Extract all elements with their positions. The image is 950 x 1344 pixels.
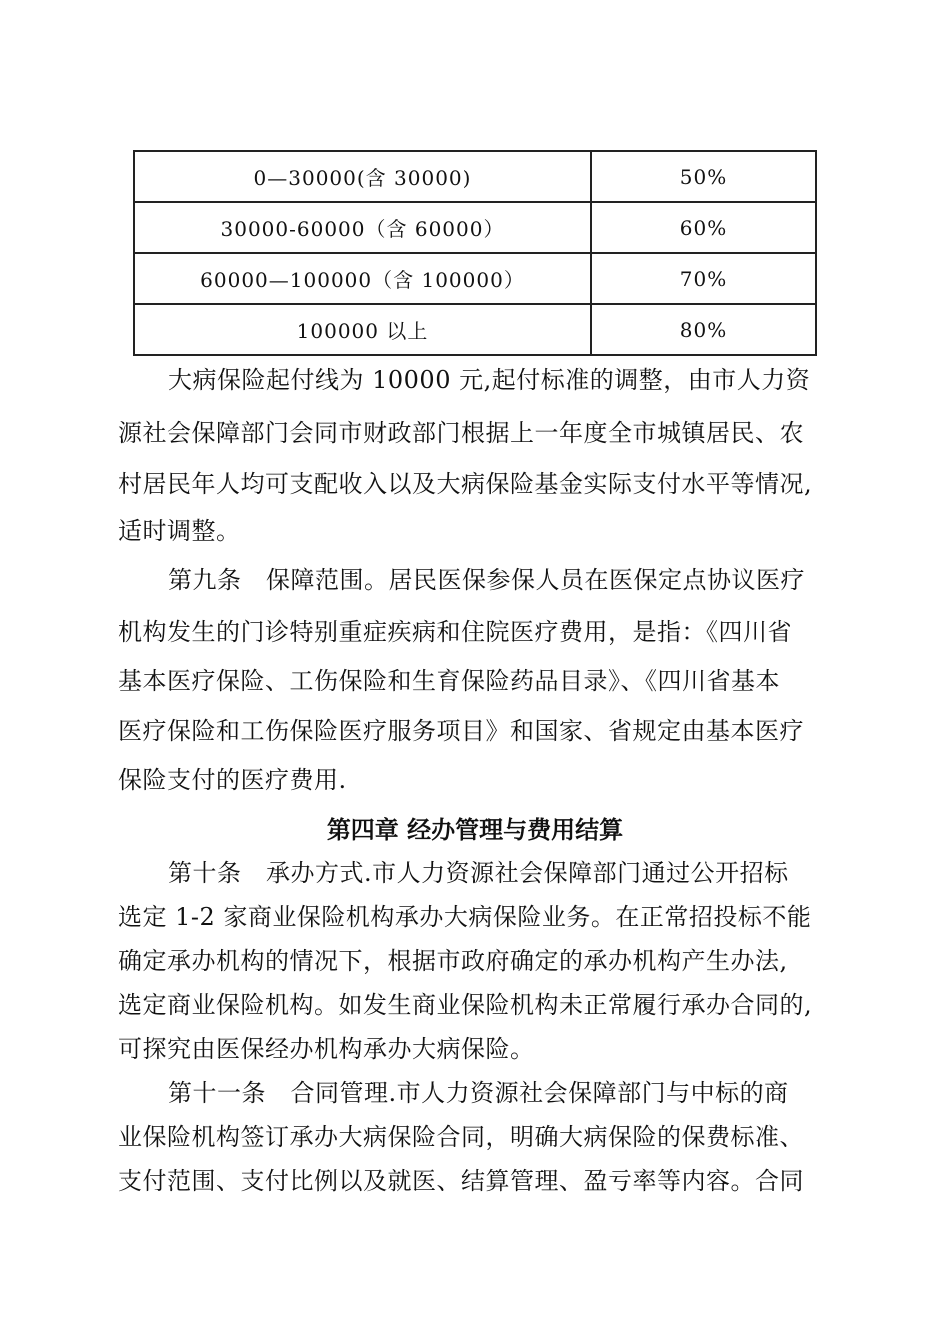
- table-cell-rate: 70%: [591, 253, 816, 304]
- table-row: [134, 202, 816, 253]
- paragraph-line: 业保险机构签订承办大病保险合同，明确大病保险的保费标准、: [118, 1123, 804, 1151]
- paragraph-line: 大病保险起付线为 10000 元,起付标准的调整，由市人力资: [168, 366, 811, 394]
- table-row: [134, 253, 816, 304]
- table-row: [134, 151, 816, 202]
- table-cell-rate: 50%: [591, 151, 816, 202]
- table-cell-range: 30000-60000（含 60000）: [134, 202, 591, 253]
- article-11-line: 第十一条 合同管理.市人力资源社会保障部门与中标的商: [168, 1079, 789, 1107]
- article-10-line: 第十条 承办方式.市人力资源社会保障部门通过公开招标: [168, 859, 789, 887]
- paragraph-line: 源社会保障部门会同市财政部门根据上一年度全市城镇居民、农: [118, 419, 804, 447]
- paragraph-line: 基本医疗保险、工伤保险和生育保险药品目录》、《四川省基本: [118, 667, 780, 695]
- paragraph-line: 选定 1-2 家商业保险机构承办大病保险业务。在正常招投标不能: [118, 903, 812, 931]
- reimbursement-rate-table: [133, 150, 817, 356]
- table-cell-range: 100000 以上: [134, 304, 591, 355]
- table-cell-rate: 80%: [591, 304, 816, 355]
- table-cell-rate: 60%: [591, 202, 816, 253]
- paragraph-line: 医疗保险和工伤保险医疗服务项目》和国家、省规定由基本医疗: [118, 717, 804, 745]
- paragraph-line: 保险支付的医疗费用.: [118, 766, 347, 794]
- paragraph-line: 可探究由医保经办机构承办大病保险。: [118, 1035, 535, 1063]
- paragraph-line: 确定承办机构的情况下，根据市政府确定的承办机构产生办法,: [118, 947, 788, 975]
- table-row: [134, 304, 816, 355]
- article-9-line: 第九条 保障范围。居民医保参保人员在医保定点协议医疗: [168, 566, 805, 594]
- table-cell-range: 60000—100000（含 100000）: [134, 253, 591, 304]
- paragraph-line: 村居民年人均可支配收入以及大病保险基金实际支付水平等情况,: [118, 470, 813, 498]
- paragraph-line: 支付范围、支付比例以及就医、结算管理、盈亏率等内容。合同: [118, 1167, 804, 1195]
- paragraph-line: 机构发生的门诊特别重症疾病和住院医疗费用，是指：《四川省: [118, 618, 792, 646]
- paragraph-line: 适时调整。: [118, 517, 241, 545]
- paragraph-line: 选定商业保险机构。如发生商业保险机构未正常履行承办合同的,: [118, 991, 813, 1019]
- table-cell-range: 0—30000(含 30000): [134, 151, 591, 202]
- chapter-heading: 第四章 经办管理与费用结算: [326, 816, 624, 844]
